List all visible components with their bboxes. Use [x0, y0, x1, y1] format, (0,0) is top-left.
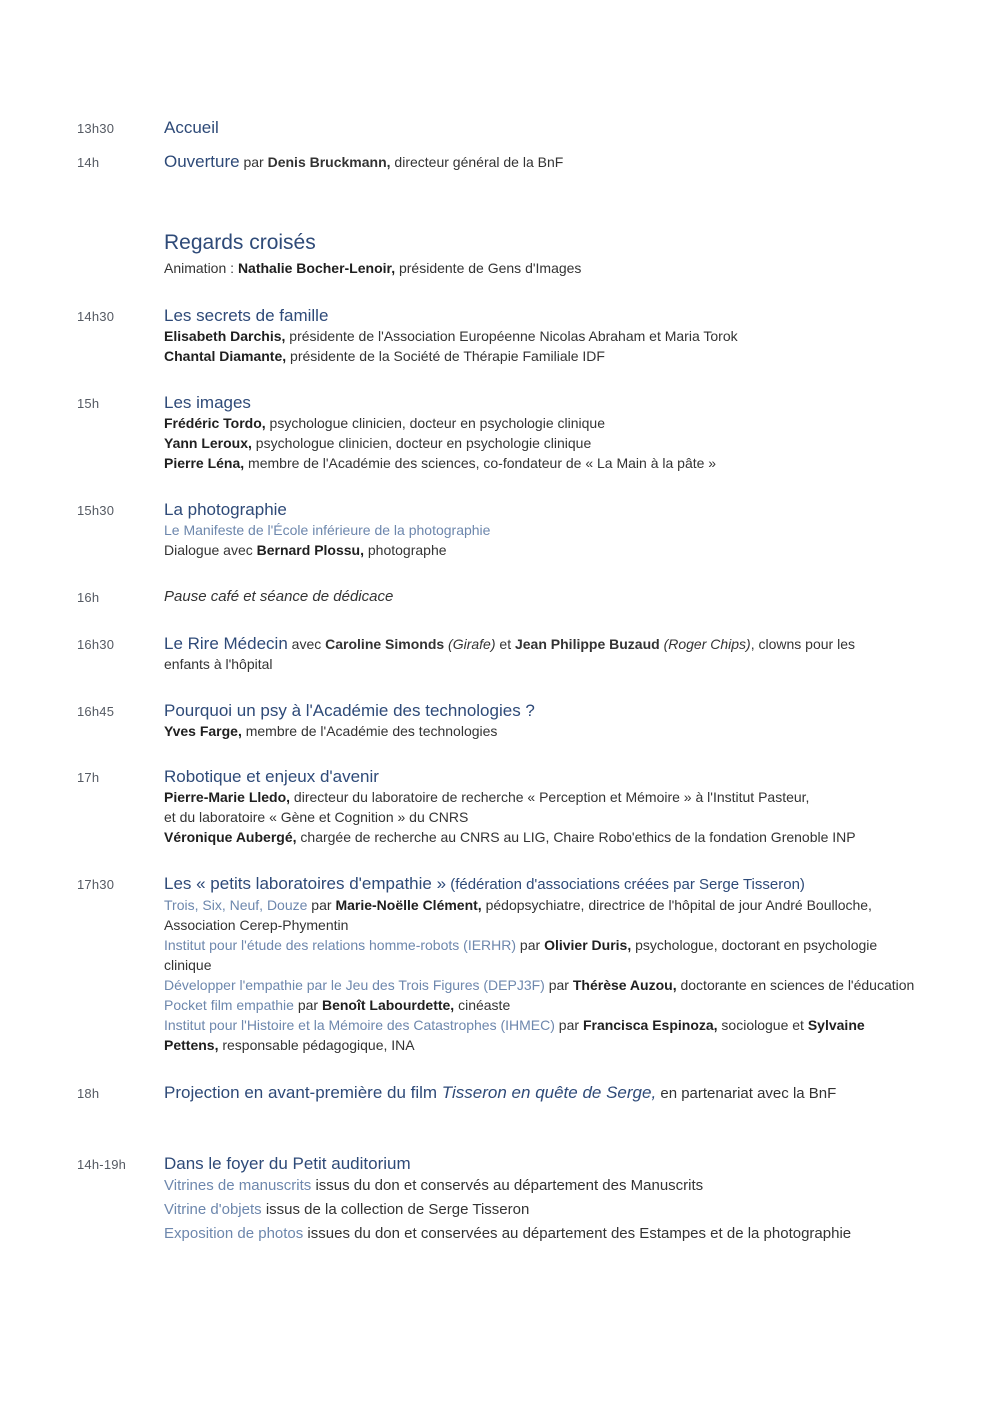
item-title-line — [164, 634, 940, 654]
time-label: 17h30 — [77, 877, 115, 892]
person-name: Denis Bruckmann, — [267, 154, 391, 170]
speaker-line — [164, 721, 940, 741]
association-name: Institut pour l'Histoire et la Mémoire des Catastrophes (IHMEC) — [164, 1017, 555, 1033]
person-name: Sylvaine — [807, 1017, 865, 1033]
time-label: 15h30 — [77, 503, 115, 518]
association-name: Trois, Six, Neuf, Douze — [164, 897, 308, 913]
exhibit-name: Vitrines de manuscrits — [164, 1177, 312, 1194]
person-role: pédopsychiatre, directrice de l'hôpital de jour André Boulloche, — [481, 897, 872, 913]
speaker-line — [164, 346, 940, 366]
item-content — [164, 634, 940, 674]
speaker-line — [164, 433, 940, 453]
time-label: 14h30 — [77, 309, 115, 324]
item-content — [164, 306, 940, 366]
person-role: chargée de recherche au CNRS au LIG, Chaire Robo'ethics de la fondation Grenoble INP — [296, 829, 856, 845]
item-content — [164, 1083, 940, 1104]
person-name: Yann Leroux, — [164, 435, 252, 451]
person-name: Thérèse Auzou, — [572, 977, 677, 993]
person-role: présidente de la Société de Thérapie Familiale IDF — [286, 348, 605, 364]
person-name: Frédéric Tordo, — [164, 415, 266, 431]
association-line — [164, 975, 940, 995]
time-label: 16h45 — [77, 704, 115, 719]
time-label: 17h — [77, 770, 100, 785]
person-role: psychologue clinicien, docteur en psychologie clinique — [265, 415, 605, 431]
item-title: Pourquoi un psy à l'Académie des technologies ? — [164, 701, 535, 720]
person-name: Jean Philippe Buzaud — [514, 636, 660, 652]
association-line-continued — [164, 1035, 940, 1055]
item-title-line — [164, 874, 940, 895]
person-role: présidente de Gens d'Images — [395, 260, 582, 276]
person-name: Pierre-Marie Lledo, — [164, 789, 291, 805]
time-label: 14h-19h — [77, 1157, 127, 1172]
item-title-note: (fédération d'associations créées par Serge Tisseron) — [446, 876, 805, 893]
time-label: 16h — [77, 590, 100, 605]
person-role: photographe — [364, 542, 447, 558]
exhibit-desc: issus de la collection de Serge Tisseron — [261, 1201, 530, 1218]
association-line — [164, 895, 940, 915]
partnership-text: en partenariat avec la BnF — [656, 1085, 837, 1102]
person-role-continued: et du laboratoire « Gène et Cognition » du CNRS — [164, 809, 469, 825]
speaker-line — [164, 540, 940, 560]
item-title: Dans le foyer du Petit auditorium — [164, 1154, 411, 1173]
person-role-continued: enfants à l'hôpital — [164, 656, 273, 672]
item-content — [164, 152, 940, 172]
person-alias: (Girafe) — [444, 636, 496, 652]
speaker-line — [164, 326, 940, 346]
person-role: directeur du laboratoire de recherche « Perception et Mémoire » à l'Institut Pasteur, — [290, 789, 810, 805]
time-label: 18h — [77, 1086, 100, 1101]
person-role: doctorante en sciences de l'éducation — [676, 977, 915, 993]
item-title: Accueil — [164, 118, 219, 137]
association-line — [164, 1015, 940, 1035]
association-line — [164, 995, 940, 1015]
person-name: Bernard Plossu, — [256, 542, 364, 558]
person-role-continued: clinique — [164, 957, 212, 973]
section-title: Regards croisés — [164, 231, 316, 254]
speaker-line — [164, 453, 940, 473]
par-text: par — [293, 997, 322, 1013]
item-title: Pause café et séance de dédicace — [164, 588, 394, 605]
time-label: 13h30 — [77, 121, 115, 136]
item-title: Les images — [164, 393, 251, 412]
exhibit-name: Vitrine d'objets — [164, 1201, 262, 1218]
item-content — [164, 767, 940, 847]
association-line — [164, 935, 940, 955]
person-role: sociologue et — [717, 1017, 808, 1033]
person-role: psychologue, doctorant en psychologie — [631, 937, 878, 953]
person-role: présidente de l'Association Européenne Nicolas Abraham et Maria Torok — [285, 328, 738, 344]
person-name: Nathalie Bocher-Lenoir, — [237, 260, 396, 276]
person-name: Francisca Espinoza, — [582, 1017, 718, 1033]
person-role: membre de l'Académie des technologies — [241, 723, 498, 739]
person-role: psychologue clinicien, docteur en psychologie clinique — [251, 435, 592, 451]
speaker-line — [164, 827, 940, 847]
time-label: 15h — [77, 396, 100, 411]
dialogue-label: Dialogue avec — [164, 542, 257, 558]
item-title: Projection en avant-première du film — [164, 1083, 442, 1102]
item-title: Robotique et enjeux d'avenir — [164, 767, 379, 786]
by-text: par — [239, 154, 268, 170]
speaker-line — [164, 413, 940, 433]
animation-label: Animation : — [164, 260, 238, 276]
par-text: par — [544, 977, 573, 993]
par-text: par — [516, 937, 545, 953]
person-name: Chantal Diamante, — [164, 348, 287, 364]
person-name: Yves Farge, — [164, 723, 242, 739]
item-content — [164, 874, 940, 1055]
avec-text: avec — [287, 636, 326, 652]
section-content — [164, 230, 940, 278]
item-subtitle: Le Manifeste de l'École inférieure de la photographie — [164, 522, 491, 538]
item-content — [164, 500, 940, 560]
item-content — [164, 1154, 940, 1246]
speaker-line — [164, 787, 940, 807]
item-title: La photographie — [164, 500, 287, 519]
time-label: 16h30 — [77, 637, 115, 652]
par-text: par — [307, 897, 336, 913]
association-name: Institut pour l'étude des relations homme-robots (IERHR) — [164, 937, 517, 953]
item-title: Le Rire Médecin — [164, 634, 288, 653]
person-role: directeur général de la BnF — [390, 154, 564, 170]
item-title: Les secrets de famille — [164, 306, 329, 325]
exhibit-line — [164, 1222, 940, 1246]
person-role: responsable pédagogique, INA — [218, 1037, 415, 1053]
person-name: Véronique Aubergé, — [164, 829, 297, 845]
person-name: Pierre Léna, — [164, 455, 245, 471]
exhibit-desc: issues du don et conservées au département des Estampes et de la photographie — [303, 1225, 852, 1242]
item-content — [164, 393, 940, 473]
person-name: Caroline Simonds — [325, 636, 445, 652]
person-alias: (Roger Chips) — [659, 636, 751, 652]
item-title: Ouverture — [164, 152, 240, 171]
exhibit-desc: issus du don et conservés au département des Manuscrits — [311, 1177, 704, 1194]
person-role: cinéaste — [454, 997, 511, 1013]
person-name: Marie-Noëlle Clément, — [335, 897, 482, 913]
person-name: Benoît Labourdette, — [321, 997, 455, 1013]
item-content — [164, 701, 940, 741]
par-text: par — [554, 1017, 583, 1033]
person-role-continued: Association Cerep-Phymentin — [164, 917, 349, 933]
person-name: Pettens, — [164, 1037, 219, 1053]
item-content — [164, 118, 940, 138]
person-role: membre de l'Académie des sciences, co-fondateur de « La Main à la pâte » — [244, 455, 717, 471]
person-name: Elisabeth Darchis, — [164, 328, 286, 344]
item-content — [164, 587, 940, 607]
animation-line — [164, 258, 940, 278]
item-title: Les « petits laboratoires d'empathie » — [164, 874, 447, 893]
film-title: Tisseron en quête de Serge, — [441, 1083, 657, 1102]
exhibit-name: Exposition de photos — [164, 1225, 304, 1242]
exhibit-line — [164, 1174, 940, 1198]
person-role: , clowns pour les — [750, 636, 855, 652]
time-label: 14h — [77, 155, 100, 170]
exhibit-line — [164, 1198, 940, 1222]
person-name: Olivier Duris, — [544, 937, 632, 953]
association-name: Pocket film empathie — [164, 997, 294, 1013]
association-name: Développer l'empathie par le Jeu des Trois Figures (DEPJ3F) — [164, 977, 545, 993]
et-text: et — [495, 636, 515, 652]
